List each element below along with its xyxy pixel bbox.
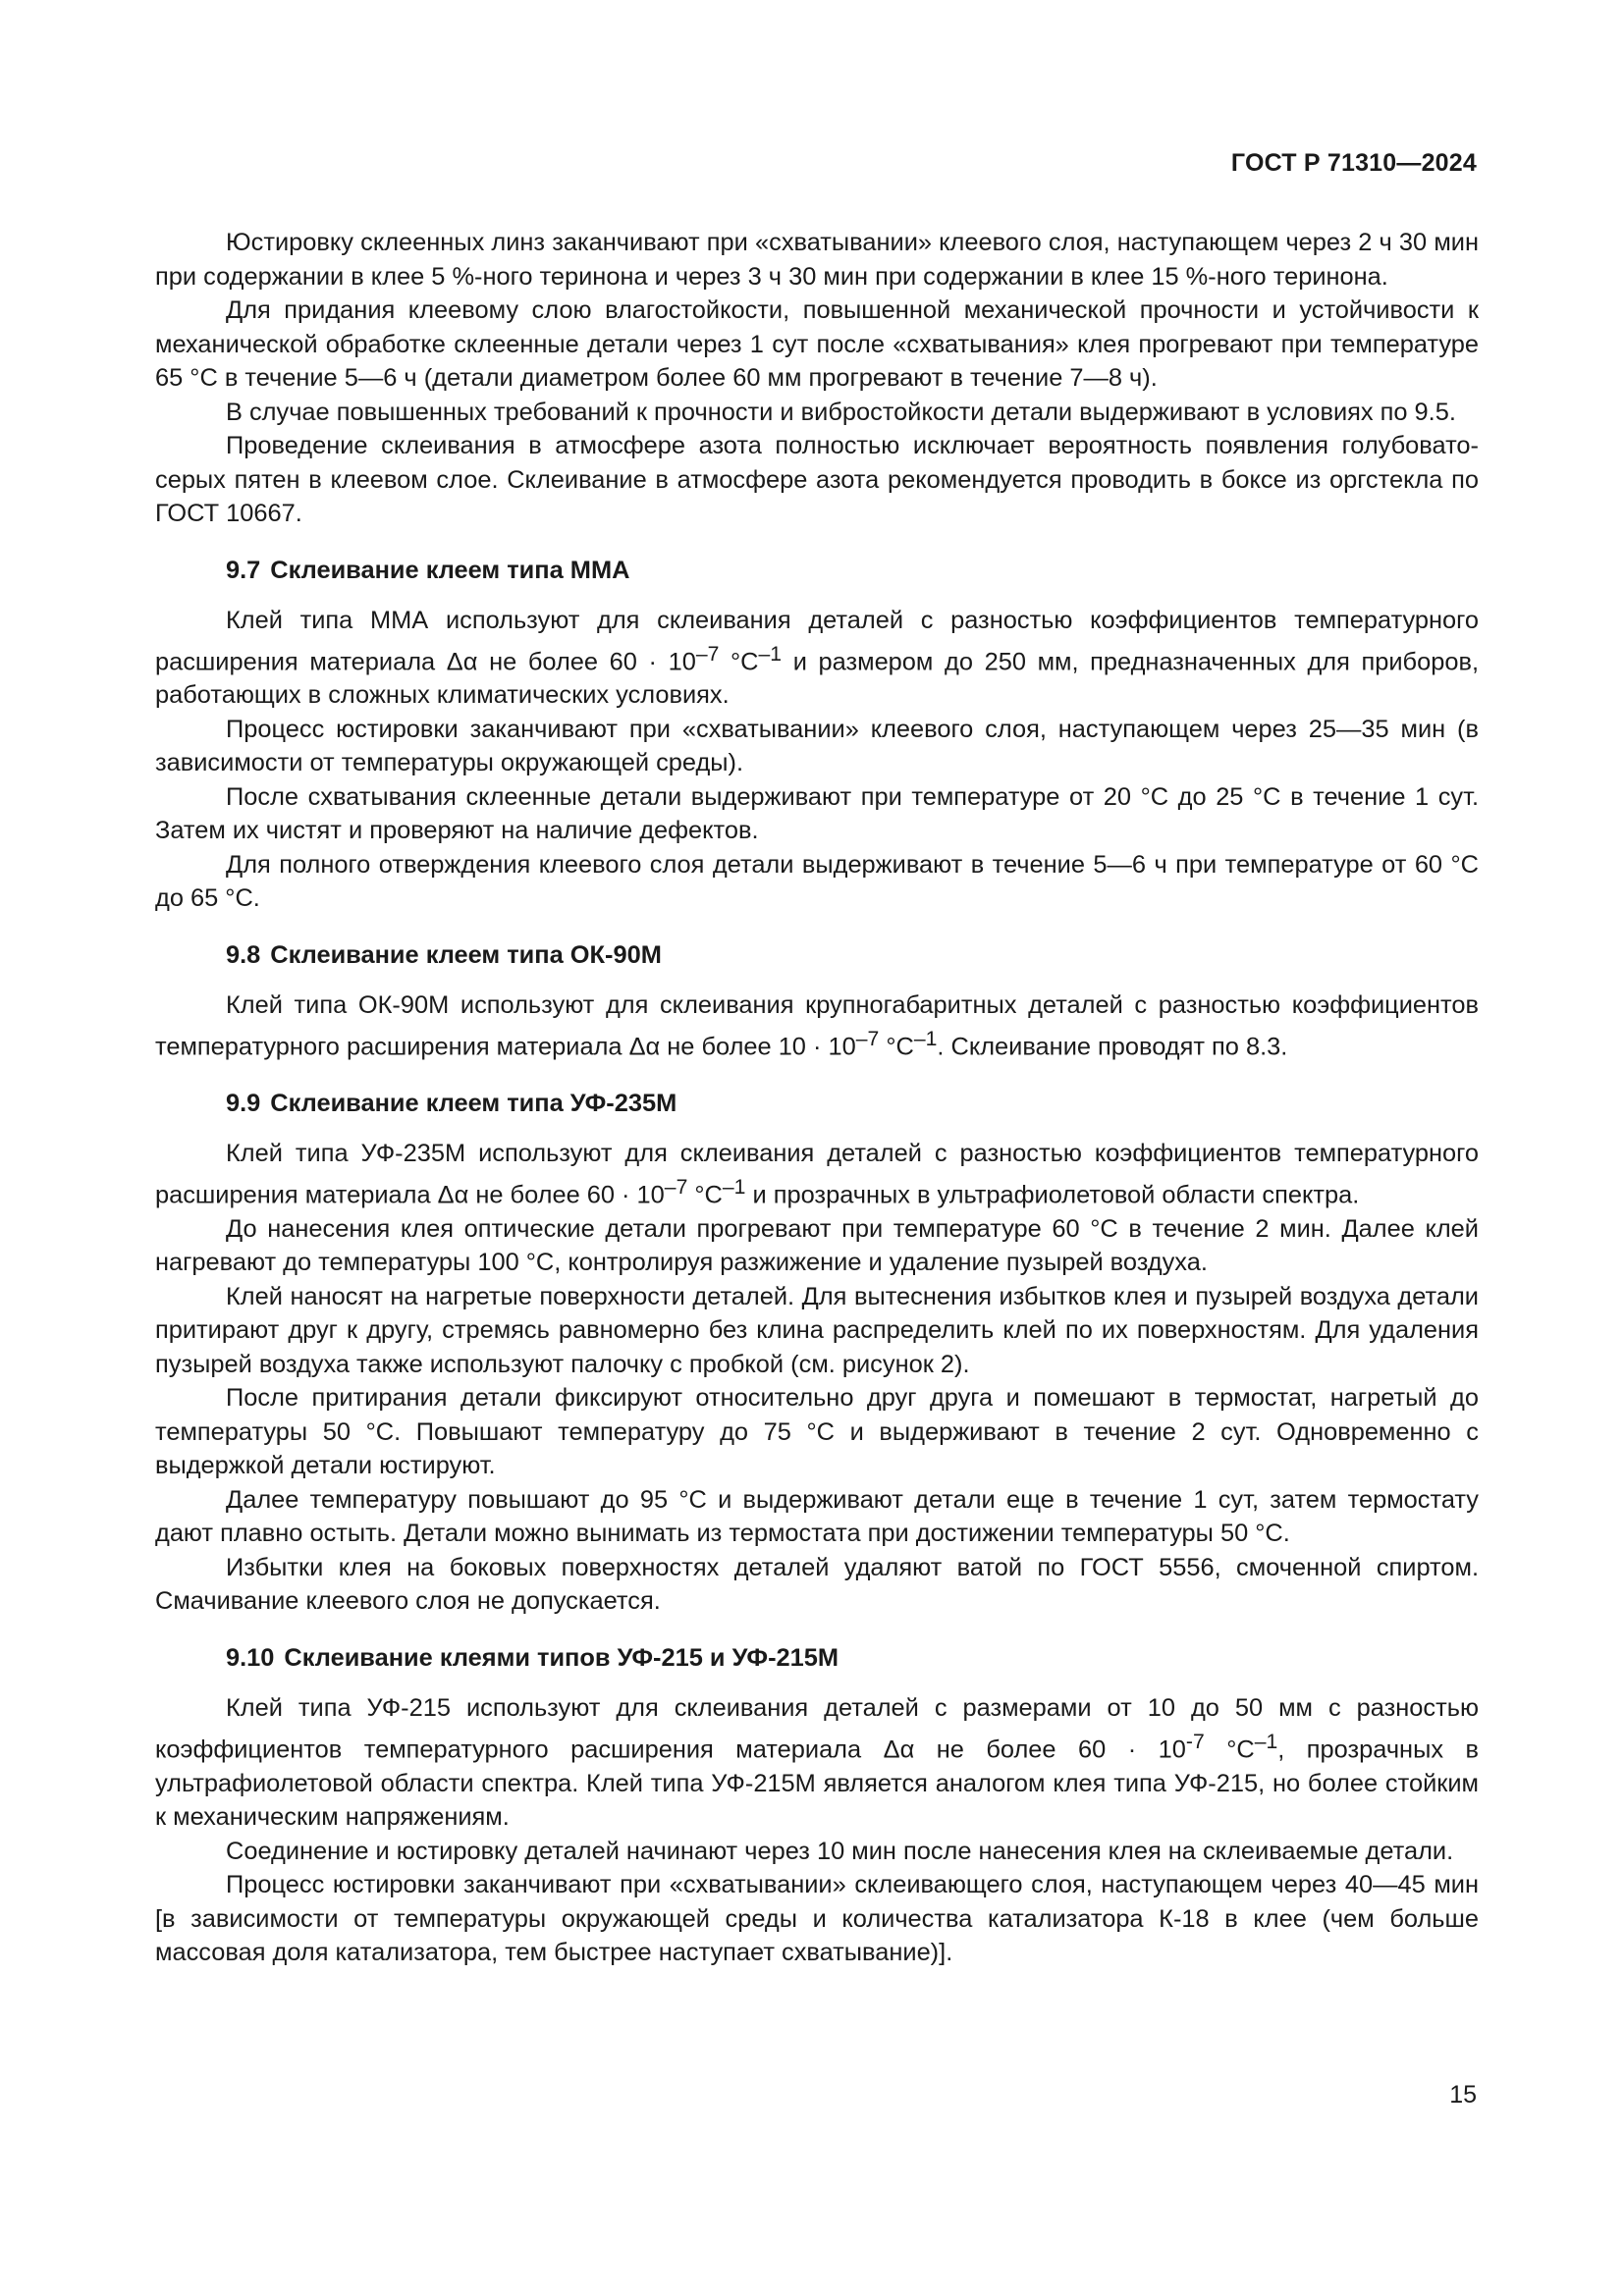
text-run: °С	[1204, 1735, 1255, 1764]
superscript: –1	[913, 1027, 938, 1050]
text-run: Клей типа УФ-235М используют для склеивания деталей с разностью коэффициентов температурного расширения материала Δα не более 60 · 10	[155, 1140, 1479, 1209]
superscript: –7	[855, 1027, 880, 1050]
text-run: °С	[879, 1033, 914, 1061]
text-run: и прозрачных в ультрафиолетовой области спектра.	[745, 1181, 1360, 1209]
section-title: Склеивание клеем типа УФ-235М	[270, 1089, 677, 1117]
text-run: °С	[687, 1181, 723, 1209]
text-run: . Склеивание проводят по 8.3.	[937, 1033, 1288, 1061]
paragraph	[155, 1137, 1479, 1211]
section-heading-9-10	[155, 1641, 1479, 1676]
page-number: 15	[1449, 2081, 1477, 2109]
section-heading-9-7	[155, 554, 1479, 588]
paragraph	[155, 1691, 1479, 1834]
paragraph: В случае повышенных требований к прочности и вибростойкости детали выдерживают в условиях по 9.5.	[226, 398, 1456, 426]
section-heading-9-9	[155, 1087, 1479, 1121]
text-run: Клей типа УФ-215 используют для склеивания деталей с размерами от 10 до 50 мм с разностью коэффициентов температурного расширения материала Δα не более 60 · 10	[155, 1694, 1479, 1764]
paragraph	[155, 604, 1479, 713]
section-number: 9.9	[226, 1089, 261, 1117]
superscript: -7	[1185, 1730, 1205, 1753]
section-title: Склеивание клеем типа ОК-90М	[270, 940, 662, 969]
text-run: и размером до 250 мм, предназначенных для приборов, работающих в сложных климатических условиях.	[155, 647, 1479, 710]
paragraph: Соединение и юстировку деталей начинают через 10 мин после нанесения клея на склеиваемые детали.	[226, 1837, 1454, 1865]
section-title: Склеивание клеями типов УФ-215 и УФ-215М	[284, 1643, 839, 1672]
paragraph: Далее температуру повышают до 95 °С и выдерживают детали еще в течение 1 сут, затем термостату дают плавно остыть. Детали можно вынимать из термостата при достижении температуры 50 °С.	[155, 1485, 1479, 1548]
text-run: Клей типа ММА используют для склеивания деталей с разностью коэффициентов температурного расширения материала Δα не более 60 · 10	[155, 607, 1479, 675]
section-number: 9.10	[226, 1643, 275, 1672]
paragraph: Процесс юстировки заканчивают при «схватывании» склеивающего слоя, наступающем через 40—45 мин [в зависимости от температуры окружающей среды и количества катализатора К-18 в клее (чем больше массовая доля катализатора, тем быстрее наступает схватывание)].	[155, 1871, 1479, 1967]
paragraph: Процесс юстировки заканчивают при «схватывании» клеевого слоя, наступающем через 25—35 мин (в зависимости от температуры окружающей среды).	[155, 715, 1479, 777]
paragraph: Проведение склеивания в атмосфере азота полностью исключает вероятность появления голубовато-серых пятен в клеевом слое. Склеивание в атмосфере азота рекомендуется проводить в боксе из оргстекла по ГОСТ 10667.	[155, 432, 1479, 527]
superscript: –7	[664, 1175, 688, 1199]
page-body	[155, 226, 1479, 1970]
section-heading-9-8	[155, 938, 1479, 973]
superscript: –1	[722, 1175, 746, 1199]
section-number: 9.8	[226, 940, 261, 969]
text-run: °С	[719, 647, 759, 675]
document-header: ГОСТ Р 71310—2024	[1230, 149, 1477, 177]
section-title: Склеивание клеем типа ММА	[270, 556, 630, 584]
superscript: –7	[695, 642, 720, 666]
section-number: 9.7	[226, 556, 261, 584]
paragraph	[155, 988, 1479, 1063]
paragraph: Юстировку склеенных линз заканчивают при «схватывании» клеевого слоя, наступающем через 2 ч 30 мин при содержании в клее 5 %-ного теринона и через 3 ч 30 мин при содержании в клее 15 %-ного теринона.	[155, 229, 1479, 291]
superscript: –1	[1254, 1730, 1278, 1753]
superscript: –1	[758, 642, 783, 666]
text-run: Клей типа ОК-90М используют для склеивания крупногабаритных деталей с разностью коэффициентов температурного расширения материала Δα не более 10 · 10	[155, 991, 1479, 1061]
paragraph: После притирания детали фиксируют относительно друг друга и помешают в термостат, нагретый до температуры 50 °С. Повышают температуру до 75 °С и выдерживают в течение 2 сут. Одновременно с выдержкой детали юстируют.	[155, 1384, 1479, 1480]
paragraph: До нанесения клея оптические детали прогревают при температуре 60 °С в течение 2 мин. Далее клей нагревают до температуры 100 °С, контролируя разжижение и удаление пузырей воздуха.	[155, 1214, 1479, 1277]
paragraph: После схватывания склеенные детали выдерживают при температуре от 20 °С до 25 °С в течение 1 сут. Затем их чистят и проверяют на наличие дефектов.	[155, 782, 1479, 845]
paragraph: Клей наносят на нагретые поверхности деталей. Для вытеснения избытков клея и пузырей воздуха детали притирают друг к другу, стремясь равномерно без клина распределить клей по их поверхностям. Для удаления пузырей воздуха также используют палочку с пробкой (см. рисунок 2).	[155, 1282, 1479, 1378]
text-run: , прозрачных в ультрафиолетовой области спектра. Клей типа УФ-215М является аналогом клея типа УФ-215, но более стойким к механическим напряжениям.	[155, 1735, 1479, 1832]
paragraph: Для полного отверждения клеевого слоя детали выдерживают в течение 5—6 ч при температуре от 60 °С до 65 °С.	[155, 850, 1479, 913]
paragraph: Избытки клея на боковых поверхностях деталей удаляют ватой по ГОСТ 5556, смоченной спиртом. Смачивание клеевого слоя не допускается.	[155, 1553, 1479, 1616]
paragraph: Для придания клеевому слою влагостойкости, повышенной механической прочности и устойчивости к механической обработке склеенные детали через 1 сут после «схватывания» клея прогревают при температуре 65 °С в течение 5—6 ч (детали диаметром более 60 мм прогревают в течение 7—8 ч).	[155, 296, 1479, 392]
